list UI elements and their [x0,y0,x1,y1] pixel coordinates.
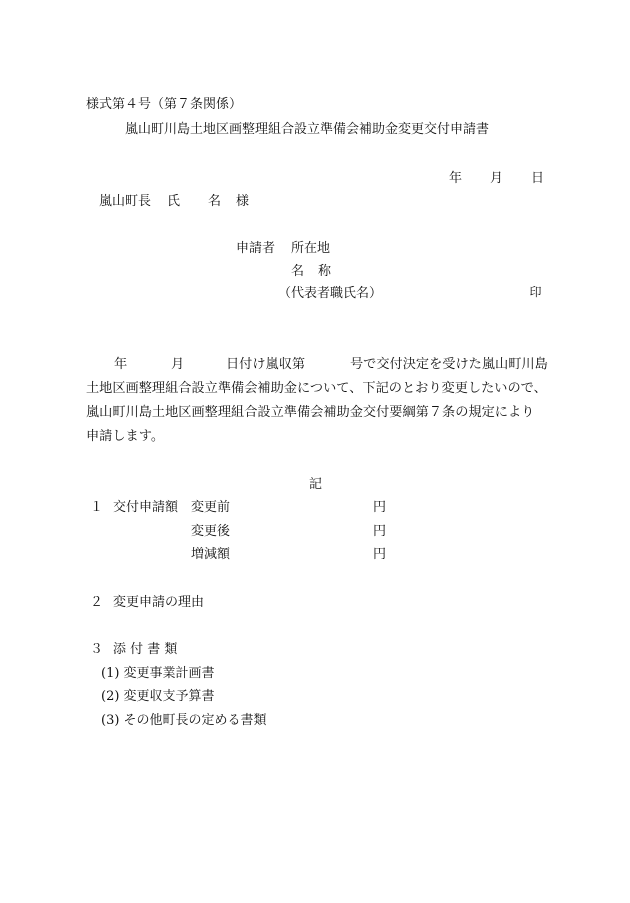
item1-number: １ [90,500,104,515]
item1-row-diff-unit: 円 [373,547,387,562]
seal-mark: 印 [529,285,542,299]
applicant-address-label: 所在地 [291,241,331,256]
item1-row-after-label: 変更後 [191,524,231,539]
addressee-town-mayor: 嵐山町長 [99,194,152,209]
applicant-representative-label: （代表者職氏名） [278,286,383,301]
body-line1-end: 号で交付決定を受けた嵐山町川島 [350,357,548,372]
item1-row-before-unit: 円 [373,500,387,515]
item1-label: 交付申請額 [113,500,179,515]
item3-doc-1: (1) 変更事業計画書 [101,666,215,681]
item1-row-diff-label: 増減額 [191,547,231,562]
item3-number: ３ [90,642,104,657]
date-year: 年 [449,171,463,186]
addressee-mei: 名 [208,194,222,209]
body-line1-mid: 日付け嵐収第 [226,357,306,372]
body-line2: 土地区画整理組合設立準備会補助金について、下記のとおり変更したいので、 [86,381,547,396]
item2-number: ２ [90,595,104,610]
form-number: 様式第４号（第７条関係） [86,97,243,112]
item1-row-after-unit: 円 [373,524,387,539]
ki-heading: 記 [309,477,323,492]
addressee-sama: 様 [236,194,250,209]
applicant-name-label-2: 称 [318,264,332,279]
item2-label: 変更申請の理由 [113,595,205,610]
item3-doc-3: (3) その他町長の定める書類 [101,713,267,728]
item3-label: 添 付 書 類 [113,642,178,657]
applicant-name-label-1: 名 [291,264,305,279]
date-month: 月 [490,171,504,186]
item3-doc-2: (2) 変更収支予算書 [101,689,215,704]
body-line1-month: 月 [171,357,185,372]
body-line3: 嵐山町川島土地区画整理組合設立準備会補助金交付要綱第７条の規定により [86,405,535,420]
date-day: 日 [531,171,545,186]
addressee-shi: 氏 [167,194,181,209]
item1-row-before-label: 変更前 [191,500,231,515]
body-line4: 申請します。 [86,429,165,444]
applicant-label: 申請者 [236,241,276,256]
document-title: 嵐山町川島土地区画整理組合設立準備会補助金変更交付申請書 [125,122,490,137]
body-line1-year: 年 [114,357,128,372]
